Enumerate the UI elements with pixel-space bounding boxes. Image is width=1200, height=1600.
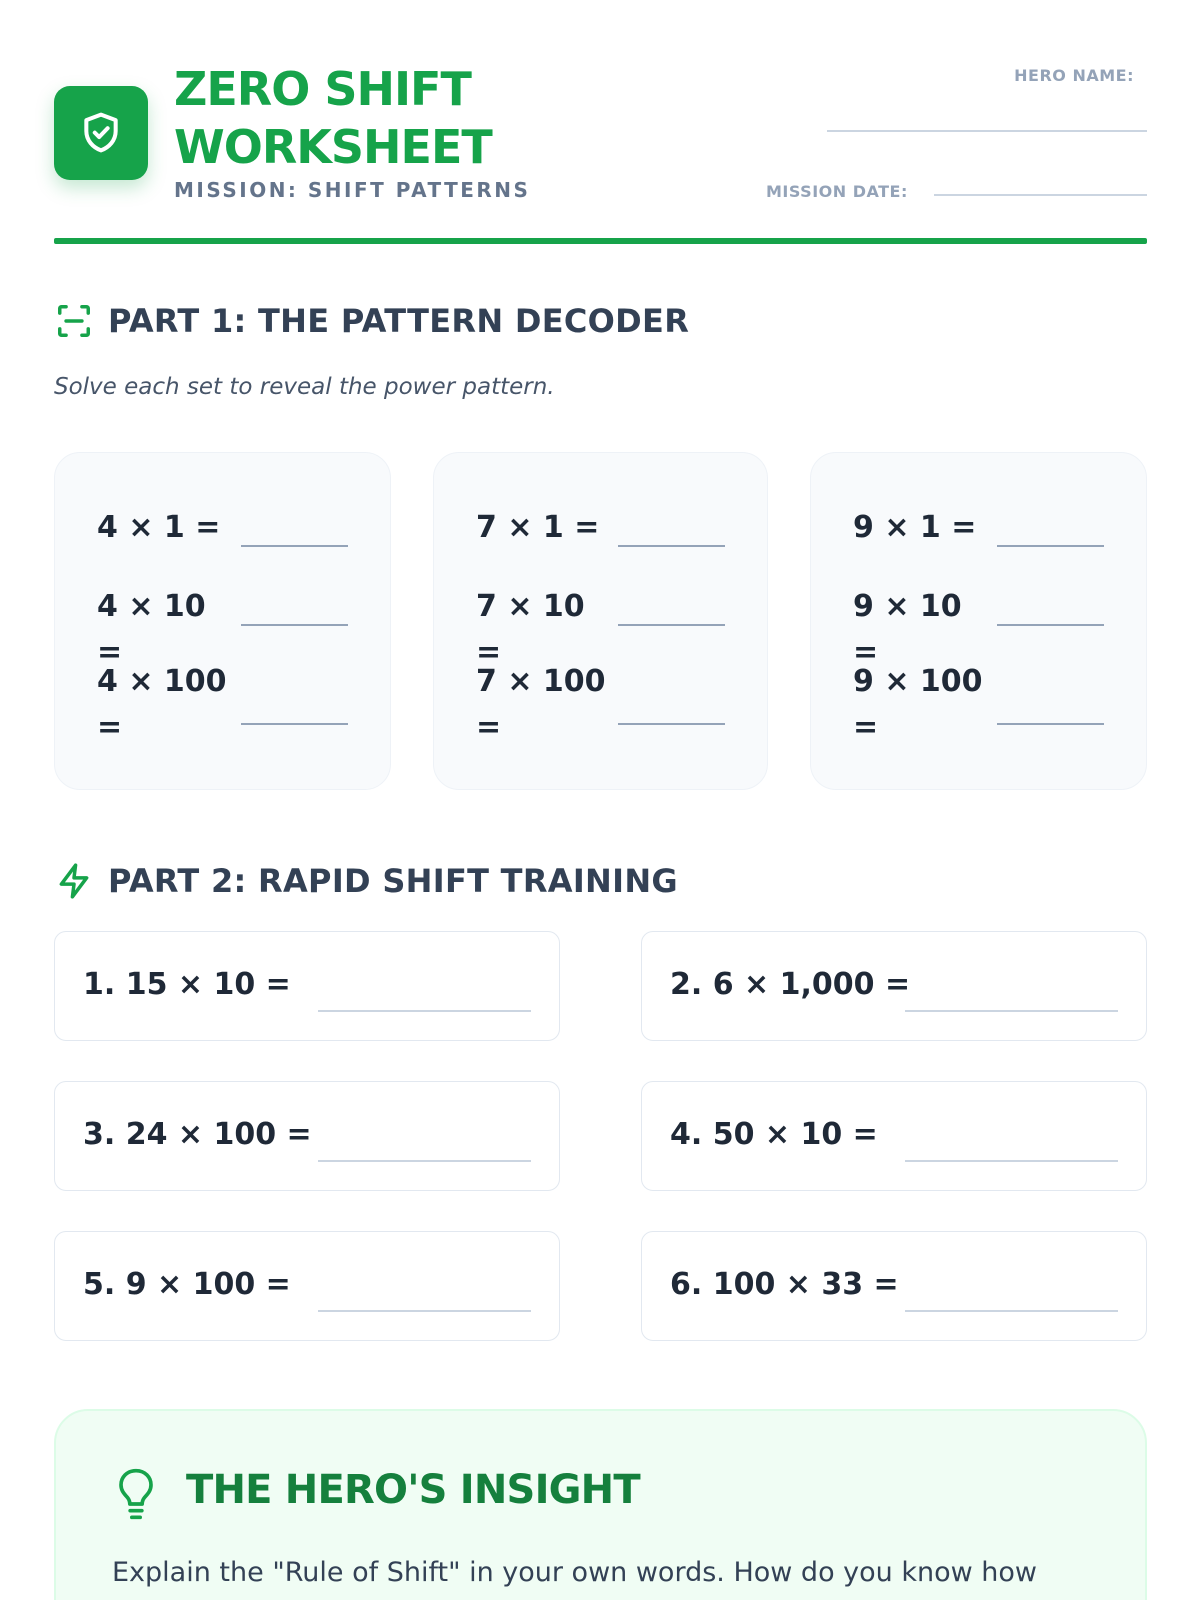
problem-text: 4. 50 × 10 = [670,1117,878,1152]
page-title: ZERO SHIFT WORKSHEET [174,62,492,174]
answer-blank[interactable] [318,1310,531,1312]
problem-text: 1. 15 × 10 = [83,967,291,1002]
part2-header [54,861,678,901]
header-divider [54,238,1147,244]
equation: 9 × 1 = [853,510,977,545]
part2-title: PART 2: RAPID SHIFT TRAINING [108,862,678,900]
part1-instruction: Solve each set to reveal the power pattern. [54,374,555,400]
lightbulb-icon [116,1467,160,1523]
answer-blank[interactable] [997,723,1104,725]
equation: 4 × 10 = [97,589,206,670]
equation: 7 × 10 = [476,589,585,670]
answer-blank[interactable] [905,1310,1118,1312]
equation: 7 × 100 = [476,664,606,745]
answer-blank[interactable] [997,624,1104,626]
problem-text: 6. 100 × 33 = [670,1267,899,1302]
problem-text: 2. 6 × 1,000 = [670,967,911,1002]
equation: 4 × 1 = [97,510,221,545]
problem-card [641,1231,1147,1341]
hero-name-field[interactable] [827,130,1147,132]
page-subtitle: MISSION: SHIFT PATTERNS [174,178,531,202]
answer-blank[interactable] [618,624,725,626]
equation: 7 × 1 = [476,510,600,545]
problem-card [54,931,560,1041]
answer-blank[interactable] [618,545,725,547]
insight-title: THE HERO'S INSIGHT [186,1467,640,1513]
equation: 9 × 100 = [853,664,983,745]
answer-blank[interactable] [997,545,1104,547]
part1-header [54,301,689,341]
logo [54,86,148,180]
problem-card [54,1081,560,1191]
answer-blank[interactable] [618,723,725,725]
problem-card [641,931,1147,1041]
insight-prompt: Explain the "Rule of Shift" in your own words. How do you know how [112,1557,1038,1588]
pattern-set-card [810,452,1147,790]
problem-text: 3. 24 × 100 = [83,1117,312,1152]
pattern-set-card [54,452,391,790]
answer-blank[interactable] [318,1160,531,1162]
pattern-set-card [433,452,768,790]
part1-title: PART 1: THE PATTERN DECODER [108,302,690,340]
insight-box [54,1409,1147,1600]
answer-blank[interactable] [241,723,348,725]
problem-text: 5. 9 × 100 = [83,1267,291,1302]
shield-check-icon [79,108,123,158]
problem-card [641,1081,1147,1191]
problem-card [54,1231,560,1341]
answer-blank[interactable] [241,624,348,626]
equation: 4 × 100 = [97,664,227,745]
lightning-icon [54,861,94,901]
scan-icon [54,301,94,341]
mission-date-label: MISSION DATE: [766,182,908,201]
equation: 9 × 10 = [853,589,962,670]
answer-blank[interactable] [905,1160,1118,1162]
hero-name-label: HERO NAME: [1014,66,1134,85]
answer-blank[interactable] [318,1010,531,1012]
mission-date-field[interactable] [934,194,1147,196]
answer-blank[interactable] [241,545,348,547]
answer-blank[interactable] [905,1010,1118,1012]
